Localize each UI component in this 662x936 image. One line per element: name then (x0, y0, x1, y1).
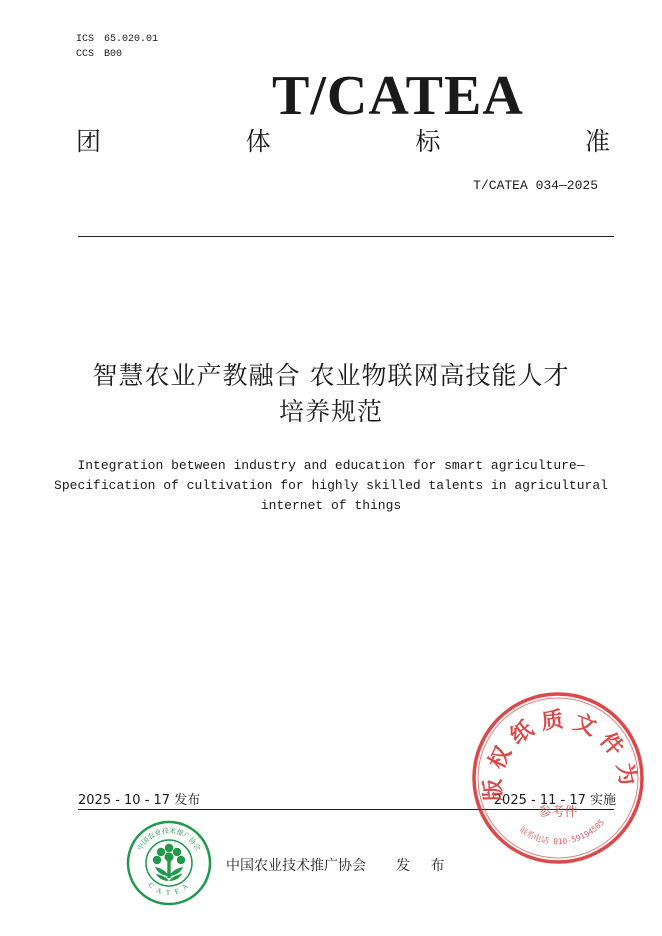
stamp-center-text: 参考件 (538, 805, 578, 820)
svg-text:版 权 纸 质 文 件 为 (480, 707, 641, 802)
header-divider (78, 236, 614, 237)
chinese-title (40, 358, 622, 430)
ccs-code: CCS B00 (76, 49, 123, 60)
standard-type (76, 126, 610, 158)
english-title-line: Integration between industry and education for smart agriculture— (77, 458, 585, 473)
svg-text:C A T E A (147, 881, 191, 897)
publisher-name: 中国农业技术推广协会 (226, 858, 366, 874)
standard-type-char: 准 (584, 127, 610, 156)
implement-date: 2025 - 11 - 17 实施 (493, 793, 616, 808)
stamp-bottom-text: 联系电话 010-59194505 (517, 817, 607, 847)
ics-code: ICS 65.020.01 (76, 34, 159, 45)
publisher (226, 855, 452, 875)
english-title (40, 456, 622, 516)
logo-abbr-text: C A T E A (146, 881, 192, 898)
logo-ring-text: 中国农业技术推广协会 (135, 826, 203, 853)
copyright-stamp-icon (470, 690, 646, 866)
english-title-line: Specification of cultivation for highly skilled talents in agricultural (54, 478, 608, 493)
publish-date: 2025 - 10 - 17 发布 (78, 793, 201, 808)
organization-code: T/CATEA (272, 65, 524, 127)
catea-logo-icon (126, 820, 212, 906)
svg-text:联系电话 010-59194505 (518, 818, 606, 847)
chinese-title-line: 培养规范 (278, 397, 383, 426)
publish-action: 发 布 (396, 858, 453, 874)
classification-codes (76, 32, 158, 62)
standard-number: T/CATEA 034—2025 (473, 178, 598, 193)
standard-type-char: 标 (415, 127, 441, 156)
stamp-ring-text: 版 权 纸 质 文 件 为 (479, 706, 641, 802)
standard-type-char: 团 (76, 127, 102, 156)
english-title-line: internet of things (260, 498, 402, 513)
chinese-title-line: 智慧农业产教融合 农业物联网高技能人才 (92, 361, 570, 390)
standard-type-char: 体 (245, 127, 271, 156)
